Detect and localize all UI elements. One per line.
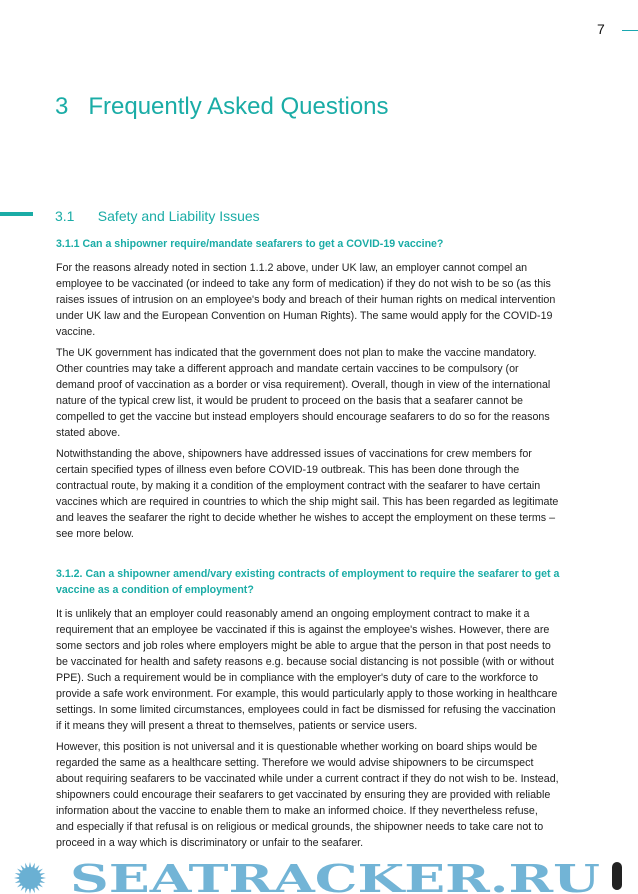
- sun-ray: [32, 887, 35, 893]
- seatracker-watermark: [0, 852, 638, 894]
- sun-ray: [15, 873, 21, 876]
- sun-ray: [29, 862, 32, 868]
- header-rule: [622, 30, 638, 31]
- paragraph-1: For the reasons already noted in section 1.1.2 above, under UK law, an employer cannot compel an employee to be vaccinated (or indeed to take any form of medication) if they do not wish to be so (as this raises issues of intrusion on an employee's body and breach of their human rights on medical intervention under UK law and the European Convention on Human Rights). The same would apply for the COVID-19 vaccine.: [56, 262, 556, 338]
- paragraph-4: It is unlikely that an employer could reasonably amend an ongoing employment contract to make it a requirement that an employee be vaccinated if this is against the employee's wishes. However, there are some sectors and job roles where employers might be able to argue that the person in that post needs to be vaccinated for health and safety reasons e.g. because social distancing is not possible (with or without PPE). Such a requirement would be in compliance with the employer's duty of care to the workforce to provide a safe work environment. For example, this would particularly apply to those working in healthcare settings. In some limited circumstances, employees could in fact be dismissed for refusing the vaccination if it means they will present a threat to themselves, patients or service users.: [56, 608, 558, 732]
- sun-ray: [40, 877, 46, 880]
- sun-ray: [39, 880, 45, 883]
- paragraph-5: However, this position is not universal and it is questionable whether working on board ships would be regarded the same as a healthcare setting. Therefore we would advise shipowners to be circumspect about requiring seafarers to be vaccinated while under a current contract if they do not wish to be. Instead, shipowners could encourage their seafarers to get vaccinated by ensuring they are provided with reliable information about the vaccine to enable them to make an informed choice. If they nevertheless refuse, and especially if that refusal is on religious or medical grounds, the shipowner needs to take care not to proceed in a way which is discriminatory or unfair to the seafarer.: [56, 741, 559, 849]
- paragraph-2: The UK government has indicated that the government does not plan to make the vaccine mandatory. Other countries may take a different approach and mandate certain vaccines to be compulsory (or demand proof of vaccination as a border or visa requirement). Overall, though in view of the international nature of the typical crew list, it would be prudent to proceed on the basis that a seafarer cannot be compelled to get the vaccine but instead employers should encourage seafarers to do so for the reasons stated above.: [56, 347, 551, 439]
- watermark-text: SEATRACKER.RU: [70, 856, 600, 894]
- section-marker: [0, 212, 33, 216]
- sun-ray: [39, 873, 45, 876]
- sun-logo-icon: [14, 862, 46, 894]
- chapter-title: 3 Frequently Asked Questions: [55, 93, 389, 120]
- sun-ray: [29, 888, 32, 894]
- question-heading-1: 3.1.1 Can a shipowner require/mandate seafarers to get a COVID-19 vaccine?: [56, 238, 444, 250]
- document-body: [56, 236, 636, 856]
- sun-ray: [14, 877, 20, 880]
- section-heading: 3.1 Safety and Liability Issues: [55, 208, 260, 224]
- sun-ray: [32, 863, 35, 869]
- page-number: 7: [597, 21, 605, 37]
- sun-ray: [15, 880, 21, 883]
- sun-ray: [25, 863, 28, 869]
- question-heading-2: 3.1.2. Can a shipowner amend/vary existing contracts of employment to require the seafarer to get a vaccine as a condition of employment?: [56, 568, 560, 596]
- sun-ray: [25, 887, 28, 893]
- ship-icon: [612, 862, 622, 890]
- paragraph-3: Notwithstanding the above, shipowners have addressed issues of vaccinations for crew members for certain specified types of illness even before COVID-19 outbreak. This has been done through the contractual route, by making it a condition of the employment contract with the seafarer to have certain vaccines which are required in countries to which the ship might sail. This has been regarded as legitimate and leaves the seafarer the right to decide whether he wishes to accept the employment on these terms – see more below.: [56, 448, 559, 540]
